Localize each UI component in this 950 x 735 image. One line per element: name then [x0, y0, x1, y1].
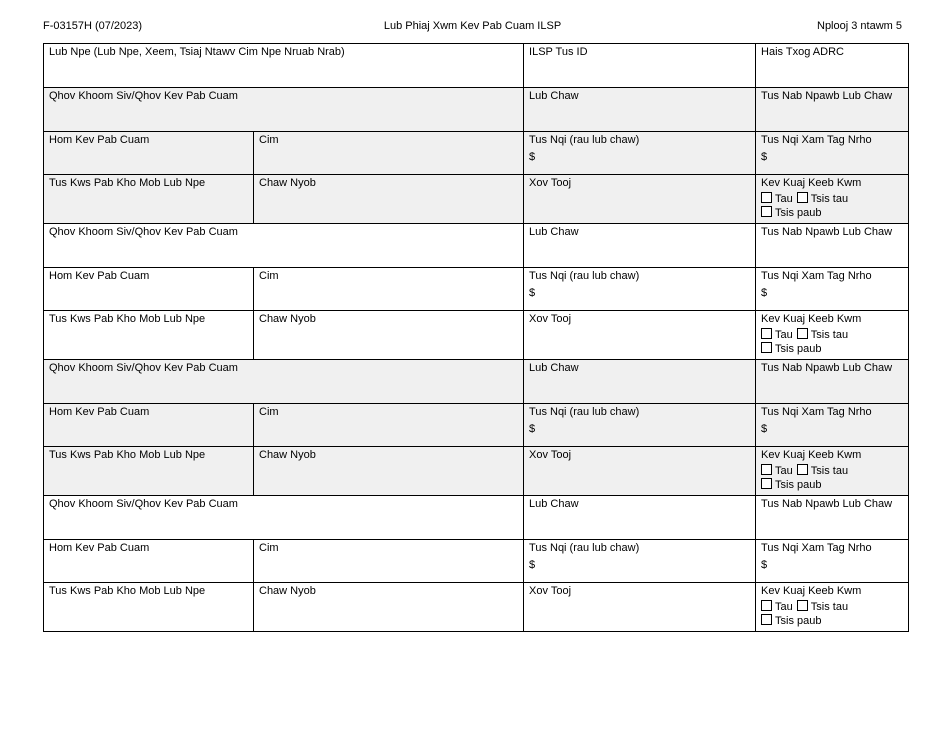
approval-options-line-2 [761, 206, 903, 220]
provider-label: Qhov Khoom Siv/Qhov Kev Pab Cuam [49, 90, 238, 102]
service-row [44, 540, 909, 583]
approval-options-line-1 [761, 192, 903, 206]
responsible-label: Tus Kws Pab Kho Mob Lub Npe [49, 449, 206, 461]
responsible-field[interactable] [44, 311, 254, 360]
code-field[interactable] [254, 268, 524, 311]
responsible-row [44, 447, 909, 496]
phone-label: Chaw Nyob [259, 585, 316, 597]
cost-field[interactable] [524, 404, 756, 447]
approval-field [756, 175, 909, 224]
phone-label: Chaw Nyob [259, 449, 316, 461]
service-row [44, 404, 909, 447]
location-label: Lub Chaw [529, 226, 579, 238]
location-label: Lub Chaw [529, 498, 579, 510]
checkbox-yes[interactable] [761, 464, 772, 475]
responsible-row [44, 311, 909, 360]
ilsp-id-label: ILSP Tus ID [529, 46, 588, 58]
service-type-field[interactable] [44, 540, 254, 583]
checkbox-no-label: Tsis tau [810, 193, 849, 205]
provider-row [44, 88, 909, 132]
code-field[interactable] [254, 404, 524, 447]
contact-field[interactable] [756, 360, 909, 404]
location-field[interactable] [524, 496, 756, 540]
checkbox-yes[interactable] [761, 328, 772, 339]
cost-label: Tus Nqi (rau lub chaw) [529, 542, 640, 554]
contact-field[interactable] [756, 88, 909, 132]
name-field[interactable] [44, 44, 524, 88]
estimated-cost-label: Tus Nqi Xam Tag Nrho [761, 134, 872, 146]
page-number: Nplooj 3 ntawm 5 [817, 20, 902, 32]
phone-field[interactable] [254, 583, 524, 632]
estimated-cost-label: Tus Nqi Xam Tag Nrho [761, 406, 872, 418]
contact-label: Tus Nab Npawb Lub Chaw [761, 362, 893, 374]
approval-field [756, 583, 909, 632]
checkbox-unknown-label: Tsis paub [775, 343, 822, 355]
responsible-row [44, 175, 909, 224]
provider-row [44, 360, 909, 404]
service-type-label: Hom Kev Pab Cuam [49, 270, 150, 282]
cost-field[interactable] [524, 132, 756, 175]
provider-label: Qhov Khoom Siv/Qhov Kev Pab Cuam [49, 362, 238, 374]
page-header [43, 20, 902, 36]
estimated-cost-label: Tus Nqi Xam Tag Nrho [761, 542, 872, 554]
name-label: Lub Npe (Lub Npe, Xeem, Tsiaj Ntawv Cim Npe Nruab Nrab) [49, 46, 345, 58]
responsible-label: Tus Kws Pab Kho Mob Lub Npe [49, 585, 206, 597]
cost-label: Tus Nqi (rau lub chaw) [529, 134, 640, 146]
dollar-sign: $ [761, 423, 768, 435]
code-label: Cim [259, 406, 279, 418]
dollar-sign: $ [761, 559, 768, 571]
form-id: F-03157H (07/2023) [43, 20, 143, 32]
form-title: Lub Phiaj Xwm Kev Pab Cuam ILSP [383, 20, 562, 32]
location-label: Lub Chaw [529, 90, 579, 102]
responsible-field[interactable] [44, 583, 254, 632]
service-type-label: Hom Kev Pab Cuam [49, 134, 150, 146]
frequency-label: Xov Tooj [529, 313, 572, 325]
phone-label: Chaw Nyob [259, 313, 316, 325]
cost-label: Tus Nqi (rau lub chaw) [529, 406, 640, 418]
code-label: Cim [259, 542, 279, 554]
service-type-label: Hom Kev Pab Cuam [49, 542, 150, 554]
provider-row [44, 496, 909, 540]
estimated-cost-field[interactable] [756, 404, 909, 447]
phone-field[interactable] [254, 175, 524, 224]
approval-options-line-1 [761, 600, 903, 614]
approval-label: Kev Kuaj Keeb Kwm [761, 313, 862, 325]
ilsp-id-field[interactable] [524, 44, 756, 88]
checkbox-unknown[interactable] [761, 206, 772, 217]
provider-field[interactable] [44, 360, 524, 404]
approval-options-line-1 [761, 464, 903, 478]
checkbox-no[interactable] [797, 464, 808, 475]
approval-label: Kev Kuaj Keeb Kwm [761, 177, 862, 189]
contact-field[interactable] [756, 224, 909, 268]
checkbox-no-label: Tsis tau [810, 465, 849, 477]
provider-field[interactable] [44, 224, 524, 268]
dollar-sign: $ [529, 287, 536, 299]
service-plan-table [43, 43, 909, 632]
approval-field [756, 447, 909, 496]
frequency-field[interactable] [524, 583, 756, 632]
service-type-field[interactable] [44, 132, 254, 175]
checkbox-yes[interactable] [761, 192, 772, 203]
location-label: Lub Chaw [529, 362, 579, 374]
code-label: Cim [259, 270, 279, 282]
approval-options-line-1 [761, 328, 903, 342]
responsible-field[interactable] [44, 175, 254, 224]
approval-options-line-2 [761, 478, 903, 492]
phone-field[interactable] [254, 311, 524, 360]
cost-field[interactable] [524, 540, 756, 583]
location-field[interactable] [524, 360, 756, 404]
cost-label: Tus Nqi (rau lub chaw) [529, 270, 640, 282]
provider-field[interactable] [44, 88, 524, 132]
service-type-label: Hom Kev Pab Cuam [49, 406, 150, 418]
checkbox-no-label: Tsis tau [810, 329, 849, 341]
dollar-sign: $ [529, 151, 536, 163]
dollar-sign: $ [529, 559, 536, 571]
provider-row [44, 224, 909, 268]
provider-label: Qhov Khoom Siv/Qhov Kev Pab Cuam [49, 226, 238, 238]
checkbox-yes-label: Tau [775, 601, 793, 613]
estimated-cost-field[interactable] [756, 268, 909, 311]
service-blocks [44, 88, 909, 632]
name-row [44, 44, 909, 88]
checkbox-no[interactable] [797, 192, 808, 203]
contact-label: Tus Nab Npawb Lub Chaw [761, 226, 893, 238]
code-field[interactable] [254, 132, 524, 175]
service-row [44, 132, 909, 175]
service-type-field[interactable] [44, 404, 254, 447]
checkbox-unknown[interactable] [761, 478, 772, 489]
phone-field[interactable] [254, 447, 524, 496]
provider-field[interactable] [44, 496, 524, 540]
estimated-cost-label: Tus Nqi Xam Tag Nrho [761, 270, 872, 282]
approval-options-line-2 [761, 342, 903, 356]
checkbox-yes-label: Tau [775, 465, 793, 477]
dollar-sign: $ [761, 151, 768, 163]
checkbox-unknown-label: Tsis paub [775, 479, 822, 491]
approval-field [756, 311, 909, 360]
frequency-field[interactable] [524, 175, 756, 224]
dollar-sign: $ [761, 287, 768, 299]
checkbox-unknown[interactable] [761, 614, 772, 625]
code-field[interactable] [254, 540, 524, 583]
contact-label: Tus Nab Npawb Lub Chaw [761, 498, 893, 510]
location-field[interactable] [524, 224, 756, 268]
checkbox-yes-label: Tau [775, 329, 793, 341]
checkbox-no[interactable] [797, 600, 808, 611]
responsible-label: Tus Kws Pab Kho Mob Lub Npe [49, 313, 206, 325]
approval-label: Kev Kuaj Keeb Kwm [761, 449, 862, 461]
contact-label: Tus Nab Npawb Lub Chaw [761, 90, 893, 102]
frequency-field[interactable] [524, 311, 756, 360]
approval-label: Kev Kuaj Keeb Kwm [761, 585, 862, 597]
checkbox-unknown-label: Tsis paub [775, 615, 822, 627]
phone-label: Chaw Nyob [259, 177, 316, 189]
checkbox-unknown[interactable] [761, 342, 772, 353]
frequency-label: Xov Tooj [529, 585, 572, 597]
responsible-label: Tus Kws Pab Kho Mob Lub Npe [49, 177, 206, 189]
service-row [44, 268, 909, 311]
checkbox-yes-label: Tau [775, 193, 793, 205]
frequency-label: Xov Tooj [529, 177, 572, 189]
dollar-sign: $ [529, 423, 536, 435]
service-type-field[interactable] [44, 268, 254, 311]
contact-field[interactable] [756, 496, 909, 540]
code-label: Cim [259, 134, 279, 146]
frequency-field[interactable] [524, 447, 756, 496]
checkbox-no-label: Tsis tau [810, 601, 849, 613]
responsible-row [44, 583, 909, 632]
estimated-cost-field[interactable] [756, 132, 909, 175]
adrc-field[interactable] [756, 44, 909, 88]
approval-options-line-2 [761, 614, 903, 628]
checkbox-unknown-label: Tsis paub [775, 207, 822, 219]
checkbox-yes[interactable] [761, 600, 772, 611]
cost-field[interactable] [524, 268, 756, 311]
provider-label: Qhov Khoom Siv/Qhov Kev Pab Cuam [49, 498, 238, 510]
adrc-label: Hais Txog ADRC [761, 46, 844, 58]
responsible-field[interactable] [44, 447, 254, 496]
location-field[interactable] [524, 88, 756, 132]
frequency-label: Xov Tooj [529, 449, 572, 461]
estimated-cost-field[interactable] [756, 540, 909, 583]
checkbox-no[interactable] [797, 328, 808, 339]
